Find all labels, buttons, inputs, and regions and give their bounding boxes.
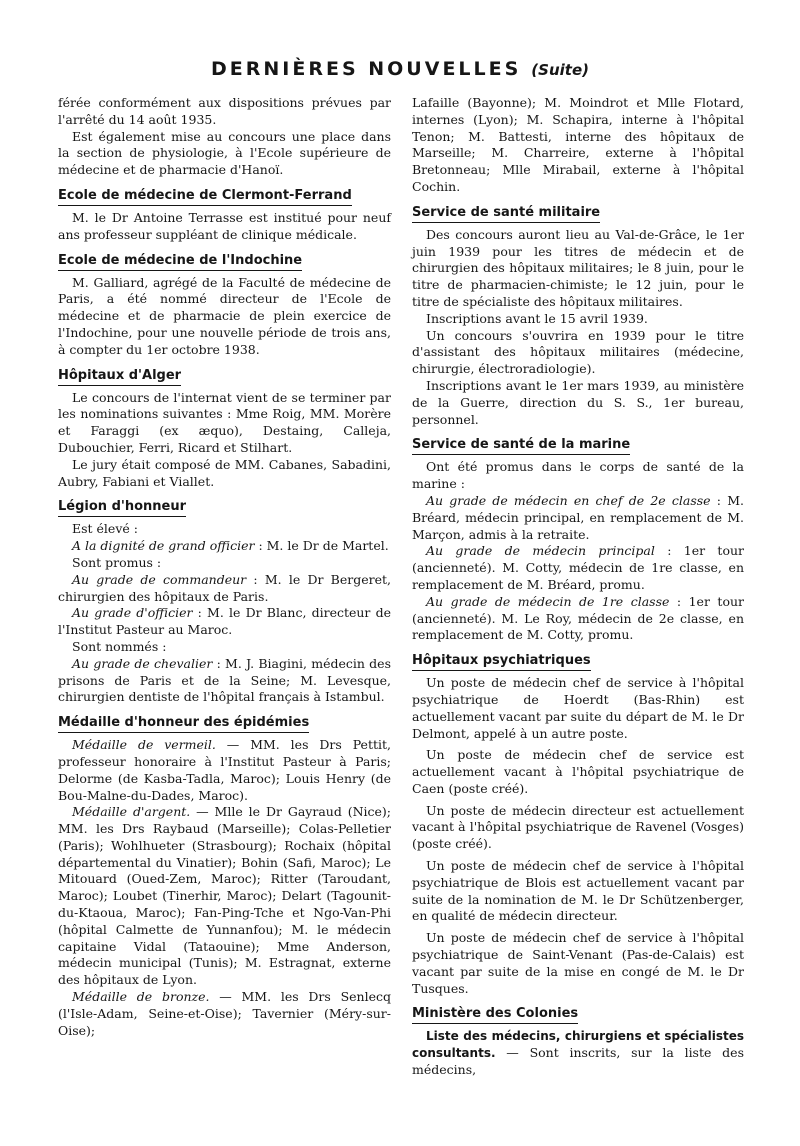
header-title: DERNIÈRES NOUVELLES [211,58,522,80]
legion-chevalier [58,656,391,706]
marine-prem-text: : 1er tour (ancienneté). M. Le Roy, médecin de 2e classe, en remplacement de M. Cotty, promu. [412,593,744,643]
argent-text: — Mlle le Dr Gayraud (Nice); MM. les Drs Raybaud (Marseille); Colas-Pelletier (Paris); Wohlhueter (Strasbourg); Rochaix (hôpital départemental du Vinatier); Bohin (Safi, Maroc); Le Mitouard (Oued-Zem, Maroc); Ritter (Taroudant, Maroc); Loubet (Tinerhir, Maroc); Delart (Tagounit-du-Ktaoua, Maroc); Fan-Ping-Tche et Ngo-Van-Phi (hôpital Calmette de Yunnanfou); M. le médecin capitaine Vidal (Tataouine); Mme Anderson, médecin municipal (Tunis); M. Estragnat, externe des hôpitaux de Lyon. [58,804,392,988]
legion-eleve: Est élevé : [72,521,138,537]
marine-chef-label: Au grade de médecin en chef de 2e classe [426,492,711,508]
heading-militaire: Service de santé militaire [412,205,600,223]
legion-chev-label: Au grade de chevalier [72,655,213,671]
bronze-text: — MM. les Drs Senlecq (l'Isle-Adam, Seine-et-Oise); Tavernier (Méry-sur-Oise); [58,989,391,1038]
colonies-rest: — Sont inscrits, sur la liste des médecins, [412,1045,744,1078]
heading-marine: Service de santé de la marine [412,437,630,455]
psy-text-2: Un poste de médecin chef de service est actuellement vacant à l'hôpital psychiatrique de Caen (poste créé). [412,747,744,796]
legion-grand-officier [58,538,391,555]
indochine-text: M. Galliard, agrégé de la Faculté de médecine de Paris, a été nommé directeur de l'Ecole de médecine et de pharmacie de plein exercice de l'Indochine, pour une nouvelle période de trois ans, à compter du 1er octobre 1938. [58,274,391,357]
marine-chef [412,493,744,543]
legion-go-text: : M. le Dr de Martel. [258,538,389,554]
right-column [412,95,744,1079]
heading-legion: Légion d'honneur [58,499,186,517]
intro-paragraph-1: férée conformément aux dispositions prévues par l'arrêté du 14 août 1935. [58,95,391,127]
heading-epidemies: Médaille d'honneur des épidémies [58,715,309,733]
marine-princ-label: Au grade de médecin principal [426,543,655,559]
vermeil-text: — MM. les Drs Pettit, professeur honoraire à l'Institut Pasteur à Paris; Delorme (de Kasba-Tadla, Maroc); Louis Henry (de Bou-Malne-du-Dades, Maroc). [58,737,391,803]
intro-paragraph-2: Est également mise au concours une place dans la section de physiologie, à l'Ecole supérieure de médecine et de pharmacie d'Hanoï. [58,128,391,178]
psy-text-3: Un poste de médecin directeur est actuellement vacant à l'hôpital psychiatrique de Ravenel (Vosges) (poste créé). [412,802,744,852]
militaire-text-4: Inscriptions avant le 1er mars 1939, au ministère de la Guerre, direction du S. S., 1er bureau, personnel. [412,377,744,427]
legion-officier [58,605,391,639]
colonies-bold-label: Liste des médecins, chirurgiens et spécialistes consultants. [412,1029,744,1061]
legion-go-label: A la dignité de grand officier [72,538,255,554]
psy-text-5: Un poste de médecin chef de service à l'hôpital psychiatrique de Saint-Venant (Pas-de-Calais) est vacant par suite de la mise en congé de M. le Dr Tusques. [412,930,744,996]
legion-chev-text: : M. J. Biagini, médecin des prisons de Paris et de la Seine; M. Levesque, chirurgien dentiste de l'hôpital français à Istambul. [58,655,391,705]
marine-chef-text: : M. Bréard, médecin principal, en remplacement de M. Marçon, admis à la retraite. [412,492,744,542]
legion-commandeur [58,572,391,606]
marine-premiere [412,594,744,644]
marine-text-1: Ont été promus dans le corps de santé de la marine : [412,459,744,492]
alger-text-2: Le jury était composé de MM. Cabanes, Sabadini, Aubry, Fabiani et Viallet. [58,456,391,489]
psy-text-1: Un poste de médecin chef de service à l'hôpital psychiatrique de Hoerdt (Bas-Rhin) est actuellement vacant par suite du départ de M. le Dr Delmont, appelé à un autre poste. [412,675,744,741]
militaire-text-3: Un concours s'ouvrira en 1939 pour le titre d'assistant des hôpitaux militaires (médecine, chirurgie, électroradiologie). [412,327,744,377]
heading-psy: Hôpitaux psychiatriques [412,653,591,671]
argent-label: Médaille d'argent. [72,804,191,820]
epidemies-bronze [58,989,391,1039]
heading-alger: Hôpitaux d'Alger [58,368,181,386]
militaire-text-2: Inscriptions avant le 15 avril 1939. [426,310,648,326]
psy-text-4: Un poste de médecin chef de service à l'hôpital psychiatrique de Blois est actuellement vacant par suite de la nomination de M. le Dr Schützenberger, en qualité de médecin directeur. [412,858,744,924]
heading-indochine: Ecole de médecine de l'Indochine [58,253,302,271]
colonies-text [412,1028,744,1078]
legion-nommes: Sont nommés : [72,638,167,654]
left-column [58,95,391,1039]
legion-cmd-label: Au grade de commandeur [72,571,247,587]
marine-principal [412,543,744,593]
heading-clermont: Ecole de médecine de Clermont-Ferrand [58,188,352,206]
heading-colonies: Ministère des Colonies [412,1006,578,1024]
clermont-text: M. le Dr Antoine Terrasse est institué pour neuf ans professeur suppléant de clinique médicale. [58,209,391,242]
vermeil-label: Médaille de vermeil. [72,737,216,753]
page-header [0,58,800,80]
marine-princ-text: : 1er tour (ancienneté). M. Cotty, médecin de 1re classe, en remplacement de M. Bréard, promu. [412,543,744,592]
marine-prem-label: Au grade de médecin de 1re classe [426,593,670,609]
alger-text-1: Le concours de l'internat vient de se terminer par les nominations suivantes : Mme Roig, MM. Morère et Faraggi (ex æquo), Destaing, Calleja, Dubouchier, Ferri, Ricard et Stilhart. [58,389,391,455]
legion-promus: Sont promus : [72,554,162,570]
legion-off-label: Au grade d'officier [72,605,193,621]
header-suite: (Suite) [531,61,589,79]
legion-off-text: : M. le Dr Blanc, directeur de l'Institut Pasteur au Maroc. [58,605,391,638]
militaire-text-1: Des concours auront lieu au Val-de-Grâce, le 1er juin 1939 pour les titres de médecin et de chirurgien des hôpitaux militaires; le 8 juin, pour le titre de pharmacien-chimiste; le 12 juin, pour le titre de spécialiste des hôpitaux militaires. [412,226,744,309]
epidemies-argent [58,804,391,989]
right-top-text: Lafaille (Bayonne); M. Moindrot et Mlle Flotard, internes (Lyon); M. Schapira, interne à l'hôpital Tenon; M. Battesti, interne des hôpitaux de Marseille; M. Charreire, externe à l'hôpital Bretonneau; Mlle Mirabail, externe à l'hôpital Cochin. [412,95,744,194]
bronze-label: Médaille de bronze. [72,989,210,1005]
epidemies-vermeil [58,737,391,804]
legion-cmd-text: : M. le Dr Bergeret, chirurgien des hôpitaux de Paris. [58,571,391,604]
